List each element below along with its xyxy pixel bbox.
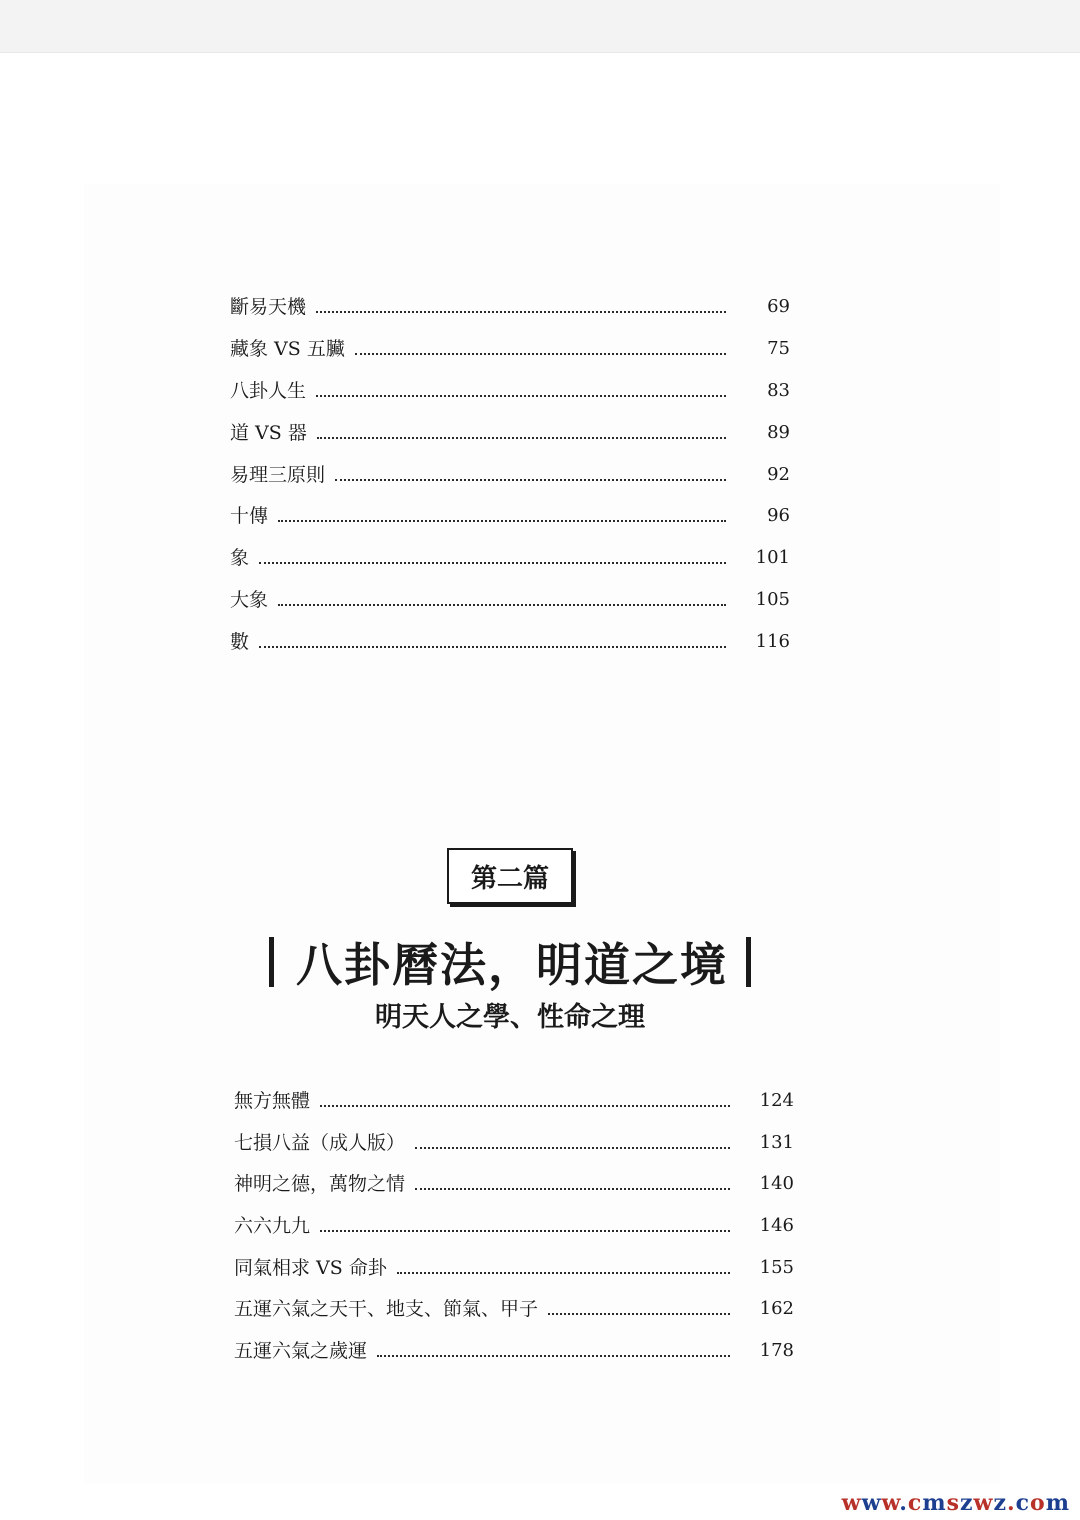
toc-entry-page: 131 — [759, 1131, 794, 1153]
toc-entry-page: 69 — [767, 295, 790, 317]
toc-entry-page: 146 — [759, 1214, 794, 1236]
title-bar-right — [746, 937, 751, 987]
toc-entry-title: 神明之德，萬物之情 — [234, 1173, 406, 1196]
toc-entry[interactable] — [234, 1288, 794, 1330]
toc-entry-title: 無方無體 — [234, 1089, 311, 1112]
toc-entry[interactable] — [230, 621, 790, 663]
toc-entry-title: 五運六氣之歲運 — [234, 1339, 368, 1362]
toc-entry[interactable] — [230, 495, 790, 537]
toc-dot-leader — [377, 1349, 730, 1357]
toc-entry[interactable] — [230, 370, 790, 412]
toc-entry-title: 易理三原則 — [230, 463, 326, 486]
toc-dot-leader — [317, 431, 726, 439]
toc-entry-page: 178 — [759, 1339, 794, 1361]
part-label-box — [447, 848, 573, 904]
site-watermark: www.cmszwz.com — [841, 1490, 1070, 1516]
toc-entry[interactable] — [230, 328, 790, 370]
toc-entry-title: 道 VS 器 — [230, 421, 307, 444]
toc-entry-title: 同氣相求 VS 命卦 — [234, 1256, 387, 1279]
toc-dot-leader — [259, 556, 726, 564]
toc-part-one — [230, 286, 790, 663]
toc-dot-leader — [316, 389, 726, 397]
viewer-top-band — [0, 0, 1080, 53]
toc-entry-page: 75 — [767, 337, 790, 359]
toc-entry-title: 八卦人生 — [230, 379, 307, 402]
toc-dot-leader — [415, 1141, 730, 1149]
part-title-text: 八卦曆法，明道之境 — [296, 938, 728, 992]
toc-entry-page: 101 — [755, 547, 790, 569]
toc-dot-leader — [316, 305, 726, 313]
toc-entry-page: 83 — [767, 379, 790, 401]
toc-entry-title: 象 — [230, 547, 250, 570]
toc-entry-page: 96 — [767, 505, 790, 527]
toc-entry-page: 124 — [759, 1089, 794, 1111]
toc-dot-leader — [397, 1266, 730, 1274]
toc-entry-title: 大象 — [230, 589, 269, 612]
toc-entry[interactable] — [234, 1122, 794, 1164]
toc-entry-title: 藏象 VS 五臟 — [230, 337, 345, 360]
toc-entry-page: 155 — [759, 1256, 794, 1278]
toc-entry-page: 162 — [759, 1298, 794, 1320]
toc-entry-title: 五運六氣之天干、地支、節氣、甲子 — [234, 1298, 539, 1321]
toc-entry-title: 六六九九 — [234, 1214, 311, 1237]
toc-entry[interactable] — [234, 1205, 794, 1247]
part-label: 第二篇 — [470, 863, 549, 894]
toc-dot-leader — [259, 640, 726, 648]
toc-dot-leader — [320, 1099, 730, 1107]
toc-dot-leader — [335, 473, 726, 481]
toc-entry-page: 116 — [755, 631, 790, 653]
toc-dot-leader — [320, 1224, 730, 1232]
toc-entry-page: 92 — [767, 463, 790, 485]
toc-entry[interactable] — [230, 454, 790, 496]
toc-entry[interactable] — [234, 1163, 794, 1205]
title-bar-left — [269, 937, 274, 987]
toc-entry-title: 十傳 — [230, 505, 269, 528]
toc-entry[interactable] — [230, 412, 790, 454]
toc-entry-page: 105 — [755, 589, 790, 611]
toc-part-two — [234, 1080, 794, 1372]
toc-entry-title: 數 — [230, 631, 250, 654]
toc-entry[interactable] — [234, 1330, 794, 1372]
toc-entry[interactable] — [230, 579, 790, 621]
toc-entry[interactable] — [230, 537, 790, 579]
toc-entry-title: 斷易天機 — [230, 295, 307, 318]
toc-dot-leader — [415, 1182, 730, 1190]
toc-entry[interactable] — [230, 286, 790, 328]
toc-dot-leader — [355, 347, 726, 355]
part-subtitle: 明天人之學、性命之理 — [375, 1002, 645, 1033]
toc-dot-leader — [548, 1307, 730, 1315]
toc-dot-leader — [278, 598, 726, 606]
toc-entry-page: 89 — [767, 421, 790, 443]
toc-entry-title: 七損八益（成人版） — [234, 1131, 406, 1154]
toc-entry-page: 140 — [759, 1173, 794, 1195]
toc-entry[interactable] — [234, 1247, 794, 1289]
toc-dot-leader — [278, 514, 726, 522]
toc-entry[interactable] — [234, 1080, 794, 1122]
part-title — [240, 930, 780, 994]
